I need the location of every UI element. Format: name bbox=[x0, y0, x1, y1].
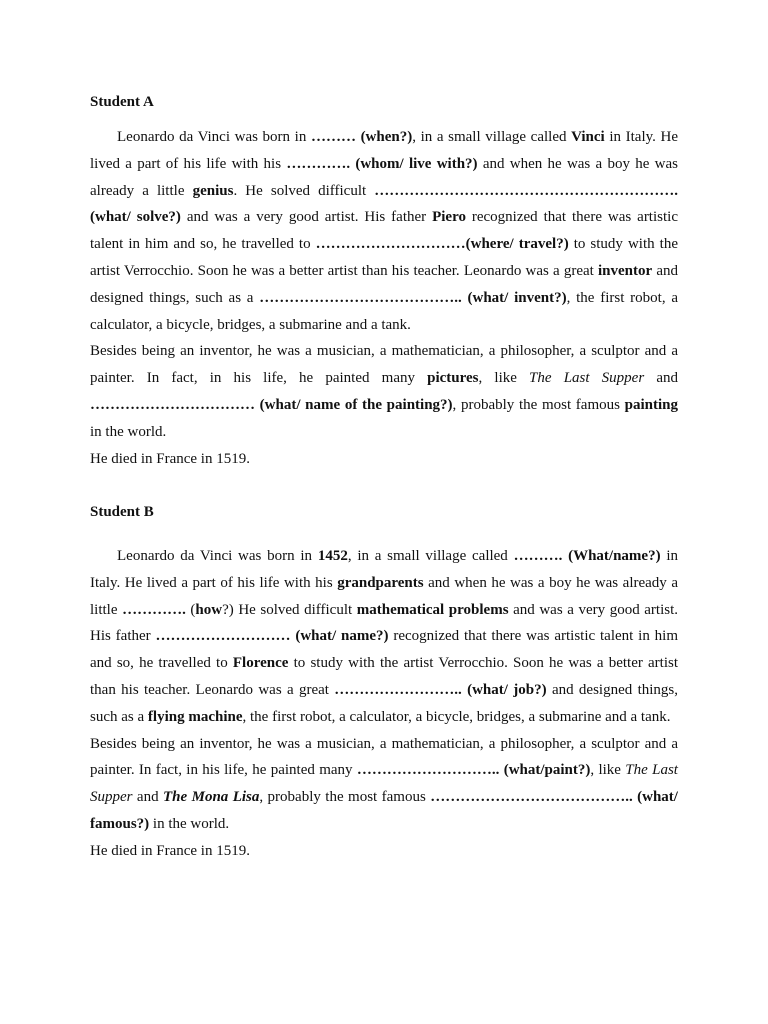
text: Besides being an inventor, he was a musician, a mathematician, a philosopher, a sculptor and a painter. In fact, in his life, he painted many bbox=[90, 735, 678, 779]
bold-word: pictures bbox=[427, 370, 479, 387]
text: and designed things, such as a bbox=[90, 262, 678, 306]
text: , probably the most famous bbox=[452, 396, 625, 413]
blank-paint: ……………………….. (what/paint?) bbox=[356, 762, 591, 779]
paragraph-a3: He died in France in 1519. bbox=[90, 450, 250, 467]
blank-what-solve: ……………………………………………………. (what/ solve?) bbox=[90, 182, 679, 226]
text: Leonardo da Vinci was born in bbox=[117, 129, 311, 145]
text: recognized that there was artistic talent in him and so, he travelled to bbox=[90, 209, 678, 253]
paragraph-a2 bbox=[90, 338, 678, 445]
text: , the first robot, a calculator, a bicycle, bridges, a submarine and a tank. bbox=[90, 289, 678, 333]
text: and was a very good artist. His father bbox=[180, 209, 433, 226]
paragraph-a1 bbox=[90, 124, 678, 338]
text: , like bbox=[590, 762, 626, 779]
blank-painting-name: …………………………… (what/ name of the painting?) bbox=[90, 396, 453, 413]
text: to study with the artist Verrocchio. Soon he was a better artist than his teacher. Leonardo was a great bbox=[90, 236, 678, 279]
blank-where: …………………………(where/ travel?) bbox=[315, 236, 569, 253]
blank-job: …………………….. (what/ job?) bbox=[334, 681, 547, 698]
text: Leonardo da Vinci was born in bbox=[117, 548, 318, 564]
bold-word: flying machine bbox=[147, 708, 243, 725]
bold-word: how bbox=[195, 601, 223, 618]
text: in Italy. He lived a part of his life with his bbox=[90, 548, 679, 591]
text: and designed things, such as a bbox=[90, 681, 678, 725]
text: and bbox=[132, 789, 164, 806]
bold-word: genius bbox=[192, 182, 234, 199]
text: and when he was a boy he was already a little bbox=[90, 574, 678, 618]
text: in the world. bbox=[90, 423, 167, 440]
text: , the first robot, a calculator, a bicycle, bridges, a submarine and a tank. bbox=[242, 708, 671, 725]
painting-title: The Last Supper bbox=[529, 370, 645, 387]
blank-famous: ………………………………….. (what/ famous?) bbox=[90, 789, 678, 832]
text: , like bbox=[478, 370, 530, 387]
blank-when: ……… (when?) bbox=[310, 129, 413, 145]
text: ( bbox=[185, 601, 196, 618]
text: . He solved difficult bbox=[233, 182, 375, 199]
paragraph-b2 bbox=[90, 731, 678, 838]
bold-word: 1452 bbox=[317, 548, 348, 564]
blank-how: …………. bbox=[122, 601, 186, 618]
section-student-b bbox=[90, 543, 678, 865]
section-title-student-a: Student A bbox=[90, 94, 154, 110]
painting-title: The Last Supper bbox=[90, 762, 678, 806]
bold-word: painting bbox=[624, 396, 678, 413]
bold-word: inventor bbox=[597, 262, 653, 279]
blank-what-name: ………. (What/name?) bbox=[513, 548, 661, 564]
text: , probably the most famous bbox=[259, 789, 431, 806]
paragraph-b1 bbox=[90, 543, 678, 731]
section-title-student-b: Student B bbox=[90, 504, 154, 520]
text: to study with the artist Verrocchio. Soon he was a better artist than his teacher. Leonardo was a great bbox=[90, 655, 679, 698]
blank-father-name: ……………………… (what/ name?) bbox=[155, 628, 389, 645]
text: and was a very good artist. His father bbox=[90, 601, 679, 645]
bold-word: mathematical problems bbox=[356, 601, 509, 618]
text: ?) He solved difficult bbox=[222, 601, 357, 618]
bold-word: grandparents bbox=[337, 574, 424, 591]
section-student-a bbox=[90, 124, 678, 472]
text: and bbox=[644, 370, 678, 387]
text: and when he was a boy he was already a little bbox=[90, 155, 678, 199]
blank-invent: ………………………………….. (what/ invent?) bbox=[259, 289, 567, 306]
bold-word: Piero bbox=[432, 209, 466, 226]
text: , in a small village called bbox=[347, 548, 514, 564]
bold-word: Vinci bbox=[571, 129, 605, 145]
text: recognized that there was artistic talent in him and so, he travelled to bbox=[90, 628, 678, 672]
text: in Italy. He lived a part of his life with his bbox=[90, 129, 678, 172]
blank-whom: …………. (whom/ live with?) bbox=[286, 155, 478, 172]
text: in the world. bbox=[149, 815, 230, 832]
painting-title-mona-lisa: The Mona Lisa bbox=[163, 789, 260, 806]
bold-word: Florence bbox=[232, 655, 289, 672]
text: Besides being an inventor, he was a musician, a mathematician, a philosopher, a sculptor and a painter. In fact, in his life, he painted many bbox=[90, 343, 678, 387]
text: , in a small village called bbox=[412, 129, 572, 145]
paragraph-b3: He died in France in 1519. bbox=[90, 842, 250, 859]
